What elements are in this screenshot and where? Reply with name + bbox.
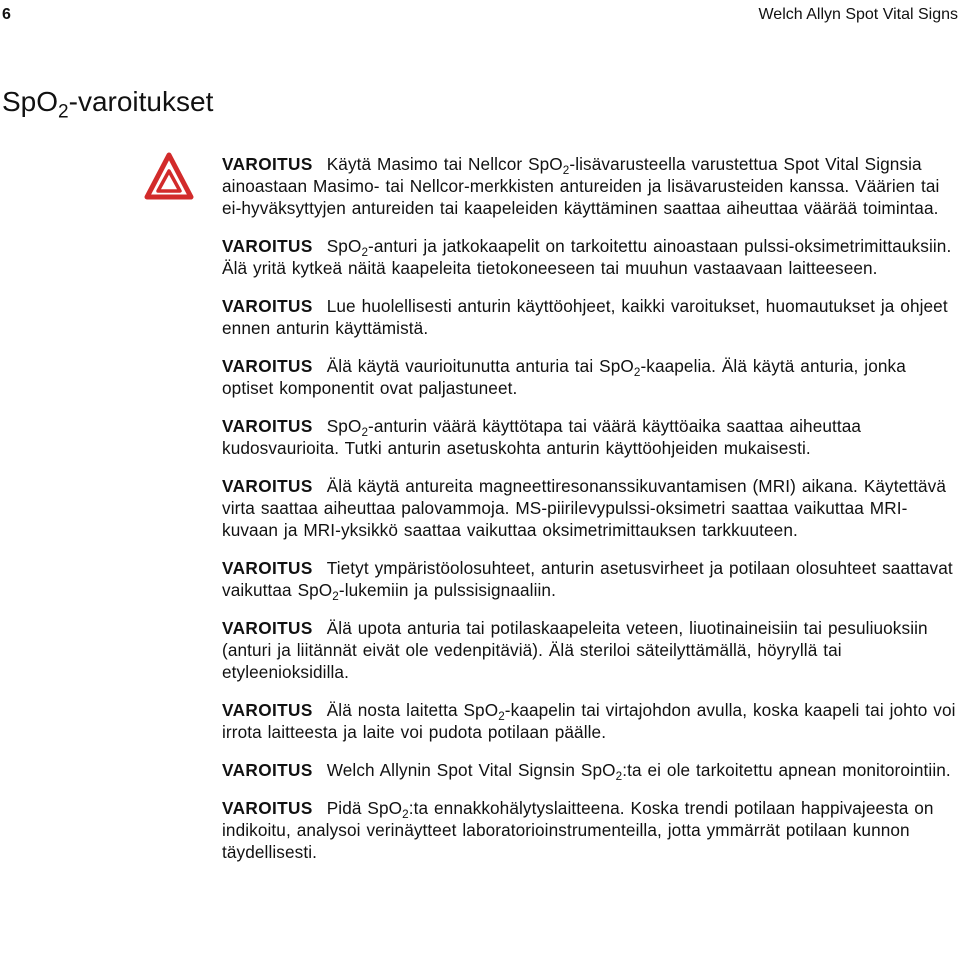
warning-item: VAROITUS Welch Allynin Spot Vital Signsin SpO$_2$:ta ei ole tarkoitettu apnean monitorointiin. xyxy=(222,760,951,784)
warning-item: VAROITUS SpO$_2$-anturi ja jatkokaapelit on tarkoitettu ainoastaan pulssi-oksimetrimittauksiin. Älä yritä kytkeä näitä kaapeleita tietokoneeseen tai muuhun vastaavaan laitteeseen. xyxy=(222,236,952,278)
warning-item: VAROITUS Lue huolellisesti anturin käyttöohjeet, kaikki varoitukset, huomautukset ja ohjeet ennen anturin käyttämistä. xyxy=(222,296,948,338)
warning-item: VAROITUS Käytä Masimo tai Nellcor SpO$_2$-lisävarusteella varustettua Spot Vital Signsia ainoastaan Masimo- tai Nellcor-merkkisten antureiden ja lisävarusteiden kanssa. Väärien tai ei-hyväksyttyjen antureiden tai kaapeleiden käyttäminen saattaa aiheuttaa väärää toimintaa. xyxy=(222,154,940,218)
running-title: Welch Allyn Spot Vital Signs xyxy=(758,6,958,23)
warning-item: VAROITUS Älä upota anturia tai potilaskaapeleita veteen, liuotinaineisiin tai pesuliuoksiin (anturi ja liitännät eivät ole vedenpitäviä). Älä steriloi säteilyttämällä, höyryllä tai etyleenioksidilla. xyxy=(222,618,928,682)
warning-triangle-icon xyxy=(144,152,194,200)
warning-label: VAROITUS xyxy=(222,700,313,720)
warning-item: VAROITUS Älä nosta laitetta SpO$_2$-kaapelin tai virtajohdon avulla, koska kaapeli tai johto voi irrota laitteesta ja laite voi pudota potilaan päälle. xyxy=(222,700,956,742)
warning-item: VAROITUS Älä käytä vaurioitunutta anturia tai SpO$_2$-kaapelia. Älä käytä anturia, jonka optiset komponentit ovat paljastuneet. xyxy=(222,356,906,398)
warning-label: VAROITUS xyxy=(222,356,313,376)
warning-label: VAROITUS xyxy=(222,476,313,496)
warning-item: VAROITUS Pidä SpO$_2$:ta ennakkohälytyslaitteena. Koska trendi potilaan happivajeesta on indikoitu, analysoi verinäytteet laboratorioinstrumenteilla, jotta ymmärrät potilaan kunnon täydellisesti. xyxy=(222,798,934,862)
warning-label: VAROITUS xyxy=(222,618,313,638)
page-number: 6 xyxy=(2,6,11,23)
page-title: SpO$_2$-varoitukset xyxy=(2,86,214,123)
page-header xyxy=(0,6,960,28)
warning-item: VAROITUS Älä käytä antureita magneettiresonanssikuvantamisen (MRI) aikana. Käytettävä virta saattaa aiheuttaa palovammoja. MS-piirilevypulssi-oksimetri saattaa vaikuttaa MRI-kuvaan ja MRI-yksikkö saattaa vaikuttaa oksimetrimittauksen tarkkuuteen. xyxy=(222,476,947,540)
warning-label: VAROITUS xyxy=(222,154,313,174)
warning-item: VAROITUS SpO$_2$-anturin väärä käyttötapa tai väärä käyttöaika saattaa aiheuttaa kudosvaurioita. Tutki anturin asetuskohta anturin käyttöohjeiden mukaisesti. xyxy=(222,416,862,458)
warning-label: VAROITUS xyxy=(222,296,313,316)
warning-label: VAROITUS xyxy=(222,416,313,436)
warning-list xyxy=(222,153,958,879)
warning-label: VAROITUS xyxy=(222,558,313,578)
warning-item: VAROITUS Tietyt ympäristöolosuhteet, anturin asetusvirheet ja potilaan olosuhteet saattavat vaikuttaa SpO$_2$-lukemiin ja pulssisignaaliin. xyxy=(222,558,953,604)
warning-label: VAROITUS xyxy=(222,236,313,256)
warning-label: VAROITUS xyxy=(222,760,313,780)
warning-label: VAROITUS xyxy=(222,798,313,818)
